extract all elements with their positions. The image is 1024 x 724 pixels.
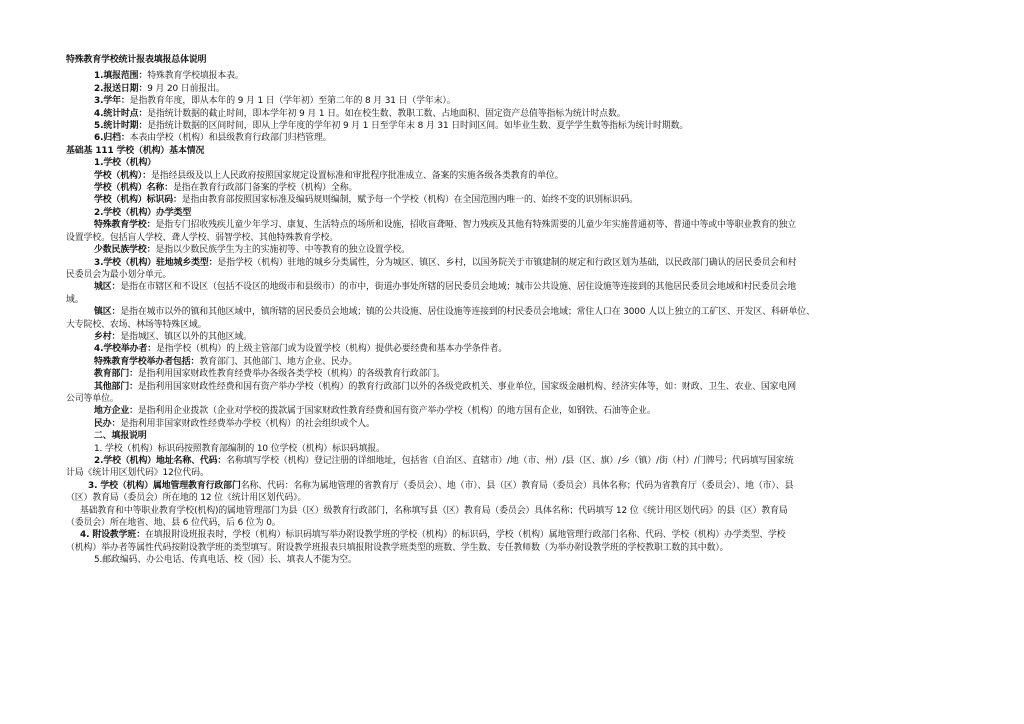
fill-item-3 <box>66 480 984 492</box>
term: 民办： <box>94 418 121 429</box>
general-item-4 <box>66 108 984 120</box>
general-term: 4.统计时点： <box>94 108 148 119</box>
desc: 是指在城市以外的镇和其他区域中，镇所辖的居民委员会地域；镇的公共设施、居住设施等连接到的村民委员会地域；常住人口在 3000 人以上独立的工矿区、开发区、科研单位、 <box>120 307 815 318</box>
def-local-enterprise <box>66 405 984 417</box>
general-term: 5.统计时期： <box>94 121 148 132</box>
section-heading-base: 基础基 111 学校（机构）基本情况 <box>66 145 205 156</box>
term: 教育部门： <box>94 369 138 380</box>
def-school-code <box>66 194 984 206</box>
general-term: 1.填报范围： <box>94 71 148 82</box>
desc: 是指学校（机构）驻地的城乡分类属性，分为城区、镇区、乡村，以国务院关于市镇建制的规定和行政区划为基础，以民政部门确认的居民委员会和村 <box>217 257 797 268</box>
general-desc: 是指统计数据的区间时间，即从上学年度的学年初 9 月 1 日至学年末 8 月 31 日时间区间。如毕业生数、夏学学生数等指标为统计时期数。 <box>147 121 689 132</box>
general-term: 2.报送日期： <box>94 83 148 94</box>
term: 特殊教育学校： <box>94 220 156 231</box>
desc: 教育部门、其他部门、地方企业、民办。 <box>199 356 358 367</box>
desc: 是指利用非国家财政性经费举办学校（机构）的社会组织或个人。 <box>120 418 375 429</box>
def-school <box>66 170 984 182</box>
term: 少数民族学校： <box>94 245 156 256</box>
general-item-3 <box>66 95 984 107</box>
term: 城区： <box>94 282 121 293</box>
def-special-school <box>66 219 984 231</box>
fill-item-2 <box>66 455 984 467</box>
fill-item-5: 5.邮政编码、办公电话、传真电话、校（园）长、填表人不能为空。 <box>94 555 357 566</box>
def-other-dept <box>66 381 984 393</box>
term: 学校（机构）名称： <box>94 183 173 194</box>
def-private <box>66 418 984 430</box>
general-item-6 <box>66 132 984 144</box>
term: 特殊教育学校举办者包括： <box>94 356 200 367</box>
general-desc: 特殊教育学校填报本表。 <box>147 71 244 82</box>
general-desc: 9 月 20 日前报出。 <box>147 83 225 94</box>
general-term: 3.学年： <box>94 96 130 107</box>
term: 3.学校（机构）驻地城乡类型： <box>94 257 218 268</box>
fill-item-3-note-cont: （委员会）所在地省、地、县 6 位代码，后 6 位为 0。 <box>66 518 281 529</box>
def-minority-school <box>66 244 984 256</box>
def-special-school-cont: 设置学校。包括盲人学校、聋人学校、弱智学校、其他特殊教育学校。 <box>66 232 339 243</box>
term: 乡村： <box>94 331 121 342</box>
def-urban-rural-type-cont: 民委员会为最小划分单元。 <box>66 269 172 280</box>
term: 2.学校（机构）地址名称、代码： <box>94 456 227 466</box>
desc: 是指以少数民族学生为主的实施初等、中等教育的独立设置学校。 <box>155 245 410 256</box>
document-title: 特殊教育学校统计报表填报总体说明 <box>66 55 207 65</box>
def-town-area-cont: 大专院校、农场、林场等特殊区域。 <box>66 319 207 330</box>
general-item-1 <box>66 70 984 82</box>
fill-item-1: 1. 学校（机构）标识码按照教育部编制的 10 位学校（机构）标识码填报。 <box>94 443 385 454</box>
term: 3. 学校（机构）属地管理教育行政部门 <box>88 480 241 491</box>
subheading-school: 1.学校（机构） <box>94 158 156 169</box>
desc: 在填报附设班报表时，学校（机构）标识码填写举办附设教学班的学校（机构）的标识码，学校（机构）属地管理行政部门名称、代码、学校（机构）办学类型、学校 <box>145 530 786 541</box>
term: 地方企业： <box>94 406 138 417</box>
fill-item-3-cont: （区）教育局（委员会）所在地的 12 位《统计用区划代码》。 <box>66 493 307 504</box>
term: 学校（机构）标识码： <box>94 195 182 206</box>
def-town-area <box>66 306 984 318</box>
desc: 名称、代码：名称为属地管理的省教育厅（委员会）、地（市）、县（区）教育局（委员会）具体名称；代码为省教育厅（委员会）、地（市）、县 <box>240 480 794 491</box>
desc: 是指学校（机构）的上级主管部门或为设置学校（机构）提供必要经费和基本办学条件者。 <box>156 344 507 355</box>
desc: 是指利用企业拨款（企业对学校的拨款属于国家财政性教育经费和国有资产举办学校（机构）的地方国有企业，如钢铁、石油等企业。 <box>137 406 656 417</box>
subheading-school-type: 2.学校（机构）办学类型 <box>94 207 192 218</box>
desc: 是指专门招收残疾儿童少年学习、康复、生活特点的场所和设施，招收盲聋哑、智力残疾及其他有特殊需要的儿童少年实施普通初等、普通中等或中等职业教育的独立 <box>155 220 797 231</box>
general-desc: 本表由学校（机构）和县级教育行政部门归档管理。 <box>129 133 332 144</box>
fill-item-2-cont: 计局《统计用区划代码》12位代码。 <box>66 468 209 479</box>
fill-item-3-note: 基础教育和中等职业教育学校(机构)的属地管理部门为县（区）级教育行政部门，名称填写县（区）教育局（委员会）具体名称；代码填写 12 位《统计用区划代码》的县（区）教育局 <box>80 505 788 516</box>
def-sponsor-includes <box>66 356 984 368</box>
fill-item-4 <box>66 529 984 541</box>
desc: 是指经县级及以上人民政府按照国家规定设置标准和审批程序批准成立、备案的实施各级各类教育的单位。 <box>150 170 564 181</box>
def-edu-dept <box>66 368 984 380</box>
def-city-area <box>66 281 984 293</box>
def-city-area-cont: 域。 <box>66 294 84 305</box>
general-term: 6.归档： <box>94 133 130 144</box>
fill-item-4-cont: （机构）举办者等属性代码按附设教学班的类型填写。附设教学班报表只填报附设教学班类型的班数、学生数、专任教师数（为举办附设教学班的学校教职工数的其中数）。 <box>66 542 729 553</box>
def-other-dept-cont: 公司等单位。 <box>66 393 119 404</box>
def-urban-rural-type <box>66 257 984 269</box>
desc: 是指城区、镇区以外的其他区域。 <box>120 331 252 342</box>
desc: 名称填写学校（机构）登记注册的详细地址，包括省（自治区、直辖市）/地（市、州）/县（区、旗）/乡（镇）/街（村）/门牌号；代码填写国家统 <box>226 456 794 466</box>
desc: 是指利用国家财政性教育经费举办各级各类学校（机构）的各级教育行政部门。 <box>137 369 445 380</box>
def-village <box>66 331 984 343</box>
term: 镇区： <box>94 307 121 318</box>
general-desc: 是指统计数据的截止时间，即本学年初 9 月 1 日。如在校生数、教职工数、占地面积、固定资产总值等指标为统计时点数。 <box>147 108 626 119</box>
section-heading-fill: 二、填报说明 <box>94 431 147 442</box>
term: 其他部门： <box>94 381 138 392</box>
general-item-2 <box>66 83 984 95</box>
def-sponsor <box>66 343 984 355</box>
def-school-name <box>66 182 984 194</box>
general-item-5 <box>66 120 984 132</box>
term: 4. 附设教学班： <box>80 530 145 541</box>
general-desc: 是指教育年度，即从本年的 9 月 1 日（学年初）至第二年的 8 月 31 日（学年末）。 <box>129 96 456 107</box>
desc: 是指利用国家财政性经费和国有资产举办学校（机构）的教育行政部门以外的各级党政机关、事业单位，国家级金融机构、经济实体等，如：财政、卫生、农业、国家电网 <box>137 381 796 392</box>
desc: 是指在市辖区和不设区（包括不设区的地级市和县级市）的市中，街道办事处所辖的居民委员会地域；城市公共设施、居住设施等连接到的其他居民委员会地域和村民委员会地 <box>120 282 796 293</box>
term: 学校（机构）： <box>94 170 151 181</box>
desc: 是指在教育行政部门备案的学校（机构）全称。 <box>172 183 358 194</box>
term: 4.学校举办者： <box>94 344 156 355</box>
desc: 是指由教育部按照国家标准及编码规则编制，赋予每一个学校（机构）在全国范围内唯一的、始终不变的识别标识码。 <box>181 195 639 206</box>
document-body <box>66 54 984 567</box>
